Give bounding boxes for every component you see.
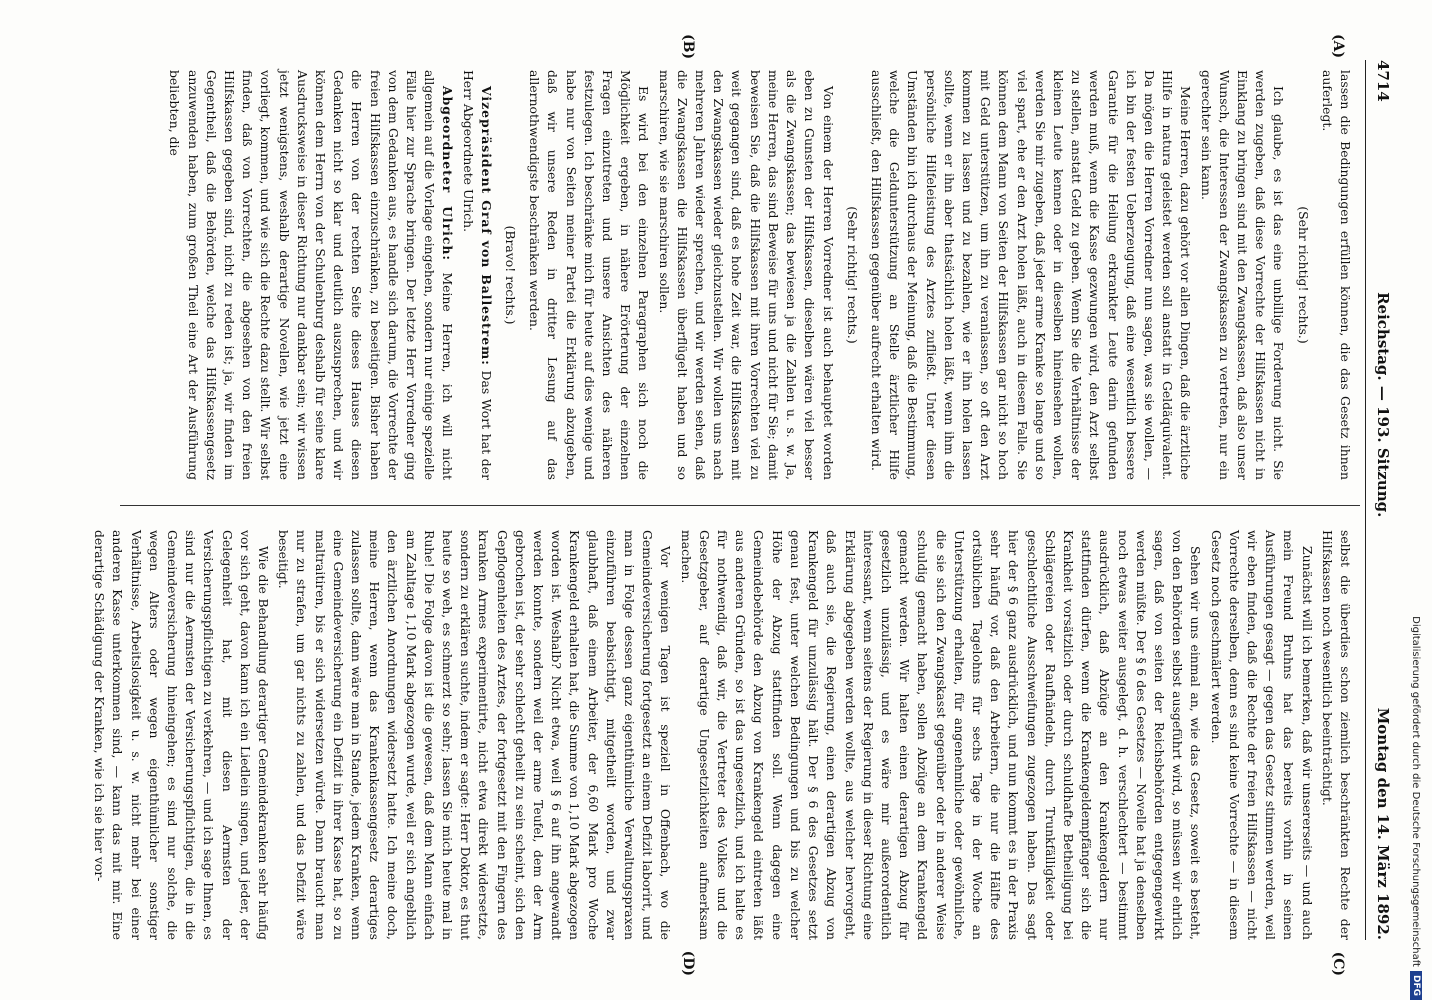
marker-c: (C) [1330,951,1346,976]
session-date: Montag den 14. März 1892. [1374,707,1392,940]
session-title: Reichstag. — 193. Sitzung. [1374,292,1392,518]
page-number: 4714 [1374,60,1392,102]
paragraph: lassen die Bedingungen erfüllen können, die das Gesetz ihnen auferlegt. [1319,70,1353,480]
column-divider [120,505,1360,506]
paragraph: Meine Herren, dazu gehört vor allen Dingen, daß die ärztliche Hilfe in natura geleistet werden soll anstatt in Geldäquivalent. Da mögen die Herren Vorredner nun sagen, was sie wollen, — ich bin der festen Ueberzeugung, daß eine wesentlich bessere Garantie für die Heilung erkrankter Leute darin gefunden werden muß, wenn die Kasse gezwungen wird, den Arzt selbst zu stellen, anstatt Geld zu geben. Wenn Sie die Verhältnisse der kleinen Leute kennen oder in dieselben hineinsehen wollen, werden Sie mir zugeben, daß jeder arme Kranke so lange und so viel spart, ehe er den Arzt holen läßt, auch in diesem Falle. Sie können dem Mann von Seiten der Hilfskassen gar nicht so hoch mit Geld unterstützen, um ihn zu veranlassen, so oft den Arzt kommen zu lassen und zu bezahlen, wie er ihn holen lassen sollte, wenn er ihn aber thatsächlich holen läßt, wenn ihm die persönliche Hilfeleistung des Arztes zufließt. Unter diesen Umständen bin ich durchaus der Meinung, daß die Bestimmung, welche die Geldunterstützung an Stelle ärztlicher Hilfe ausschließt, den Hilfskassen gegenüber aufrecht erhalten wird. [868,70,1194,480]
digitization-note: Digitalisierung gefördert durch die Deutsche Forschungsgemeinschaft [1410,616,1422,967]
paragraph: Ich glaube, es ist das eine unbillige Forderung nicht. Sie werden zugeben, daß diese Vorrechte der Hilfskassen nicht in Einklang zu bringen sind mit den Zwangskassen, daß also unser Wunsch, die Interessen der Zwangskassen zu vertreten, nur ein gerechter sein kann. [1198,70,1287,480]
speaker-name: Vizepräsident Graf von Ballestrem: [478,86,494,366]
paragraph: Vor wenigen Tagen ist speziell in Offenbach, wo die Gemeindeversicherung fortgesetzt an einem Defizit laborirt, und man in Folge dessen ganz eigenthümliche Verwaltungspraxen einzuführen beabsichtigt, mitgetheilt worden, und zwar glaubhaft, daß einem Arbeiter, der 6,60 Mark pro Woche Krankengeld erhalten hat, die Summe von 1,10 Mark abgezogen worden ist. Weshalb? Nicht etwa, weil § 6 auf ihn angewandt werden konnte, sondern weil der arme Teufel, dem der Arm gebrochen ist, der sehr schlecht geheilt zu sein scheint, sich den Gepflogenheiten des Arztes, der fortgesetzt mit den Fingern des kranken Armes experimentirte, nicht etwa direkt widersetzte, sondern zu erklären suchte, indem er sagte: Herr Doktor, es thut heute so weh, es schmerzt so sehr; lassen Sie mich heute mal in Ruhe! Die Folge davon ist die gewesen, daß dem Mann einfach am Zahltage 1,10 Mark abgezogen wurde, weil er sich angeblich den ärztlichen Anordnungen widersetzt hatte. Ich meine doch, meine Herren, wenn das Krankenkassengesetz derartiges zulassen sollte, dann wäre man in Stande, jedem Kranken, wenn eine Gemeindeversicherung ein Defizit in ihrer Kasse hat, so zu maltraitiren, bis er sich widersetzen würde. Dann braucht man nur zu strafen, um gar nichts zu zahlen, und das Defizit wäre beseitigt. [276,530,674,940]
right-column [88,530,1354,940]
marker-d: (D) [680,950,696,976]
paragraph: selbst die überdies schon ziemlich beschränkten Rechte der Hilfskassen noch wesentlich beeinträchtigt. [1319,530,1353,940]
speaker-text: Das Wort hat der Herr Abgeordnete Ulrich. [460,70,494,480]
paragraph: Von einem der Herren Vorredner ist auch behauptet worden eben zu Gunsten der Hilfskassen, dieselben wären viel besser als die Zwangskassen; das bewiesen ja die Zahlen u. s. w. Ja, meine Herren, das sind Beweise für uns und nicht für Sie; damit beweisen Sie, daß die Hilfskassen mit ihren Vorrechten viel zu weit gegangen sind, daß es hohe Zeit war, die Hilfskassen mit den Zwangskassen wieder gleichzustellen. Wir wollen uns nach mehreren Jahren wieder sprechen, und wir werden sehen, daß die Zwangskassen die Hilfskassen überflügelt haben und so marschiren, wie sie marschiren sollen. [656,70,836,480]
running-head [1370,60,1392,940]
paragraph: Wie die Behandlung derartiger Gemeindekranken sehr häufig vor sich geht, davon kann ich ein Liedlein singen, und jeder, der Gelegenheit hat, mit diesen Aermsten der Versicherungspflichtigen zu verkehren, — und ich sage Ihnen, es sind nur die Aermsten der Versicherungspflichtigen, die in die Gemeindeversicherung hineingehen; es sind nur solche, die wegen Alters oder wegen eigenthümlicher sonstiger Verhältnisse, Arbeitslosigkeit u. s. w. nicht mehr bei einer anderen Kasse unterkommen sind, — kann das mit mir. Eine derartige Schädigung der Kranken, wie ich sie hier vor- [92,530,272,940]
left-column [163,70,1354,480]
interjection: (Sehr richtig! rechts.) [844,206,860,344]
interjection: (Sehr richtig! rechts.) [1295,206,1311,344]
interjection: (Bravo! rechts.) [503,225,519,325]
header-rule [1365,60,1366,940]
marker-a: (A) [1330,34,1346,59]
dfg-logo: DFG [1410,971,1422,1000]
marker-b: (B) [680,34,696,60]
paragraph: Zunächst will ich bemerken, daß wir unsererseits — und auch mein Freund Bruhns hat das bereits vorhin in seinen Ausführungen gesagt — gegen das Gesetz stimmen werden, weil wir eben finden, daß die Rechte der freien Hilfskassen — nicht Vorrechte derselben, denn es sind keine Vorrechte — in diesem Gesetz noch geschmälert werden. [1208,530,1315,940]
speaker-text: Meine Herren, ich will nicht allgemein auf die Vorlage eingehen, sondern nur einige spezielle Fälle hier zur Sprache bringen. Der letzte Herr Vorredner ging von dem Gedanken aus, es handle sich darum, die Vorrechte der freien Hilfskassen einzuschränken, zu beseitigen. Bisher haben die Herren von der rechten Seite dieses Hauses diesen Gedanken nicht so klar und deutlich auszusprechen, und wir können dem Herrn von der Schulenburg deshalb für seine klare Ausdrucksweise in dieser Richtung nur dankbar sein; wir wissen jetzt wenigstens, weshalb derartige Novellen, wie jetzt eine vorliegt, kommen, und wie sich die Rechte dazu stellt. Wir selbst finden, daß von Vorrechten, die abgesehen von den freien Hilfskassen gegeben sind, nicht zu reden ist; ja, wir finden im Gegentheil, daß die Behörden, welche das Hilfskassengesetz anzuwenden haben, zum großen Theil eine Art der Ausführung beliebten, die [167,70,456,480]
paragraph: Sehen wir uns einmal an, wie das Gesetz, soweit es besteht, von den Behörden selbst ausgeführt wird, so müssen wir ehrlich sagen, daß von seiten der Reichsbehörden entgegengewirkt werden müßte. Der § 6 des Gesetzes — Novelle hat ja denselben noch etwas weiter ausgelegt, d. h. verschlechtert — bestimmt ausdrücklich, daß Abzüge an den Krankengeldern nur stattfinden dürfen, wenn die Krankengeldempfänger sich die Krankheit vorsätzlich oder durch schuldhafte Betheiligung bei Schlägereien oder Raufhändeln, durch Trunkfälligkeit oder geschlechtliche Ausschweifungen zugezogen haben. Das sagt hier der § 6 ganz ausdrücklich, und nun kommt es in der Praxis sehr häufig vor, daß den Arbeitern, die nur die Hälfte des ortsüblichen Tagelohns für sechs Tage in der Woche an Unterstützung erhalten, für angenehmliche oder gewöhnliche, die sie sich den Zwangskasst gegenüber oder in anderer Weise schuldig gemacht haben, sollen Abzüge an dem Krankengeld gemacht werden. Wir halten einen derartigen Abzug für gesetzlich unzulässig, und es wäre mir außerordentlich interessant, wenn seitens der Regierung in dieser Richtung eine Erklärung abgegeben werden wollte, aus welcher hervorgeht, daß auch sie, die Regierung, einen derartigen Abzug von Krankengeld für unzulässig hält. Der § 6 des Gesetzes setzt genau fest, unter welchen Bedingungen und bis zu welcher Höhe der Abzug stattfinden soll. Wenn dagegen eine Gemeindebehörde den Abzug von Krankengeld eintreten läßt aus anderen Gründen, so ist das ungesetzlich, und ich halte es für nothwendig, daß wir, die Vertreter des Volkes und die Gesetzgeber, auf derartige Ungesetzlichkeiten aufmerksam machen. [678,530,1204,940]
speaker-paragraph [165,70,456,480]
paragraph: Es wird bei den einzelnen Paragraphen sich noch die Möglichkeit ergeben, in nähere Erörterung der einzelnen Fragen einzutreten und unsere Ansichten des näheren festzulegen. Ich beschränke mich für heute auf dies wenige und habe nur von Seiten meiner Partei die Erklärung abzugeben, daß wir unsere Reden in dritter Lesung auf das allernothwendigste beschränken werden. [527,70,652,480]
speaker-paragraph [458,70,494,480]
digitization-stamp [1404,0,1428,1000]
speaker-name: Abgeordneter Ulrich: [440,86,456,262]
